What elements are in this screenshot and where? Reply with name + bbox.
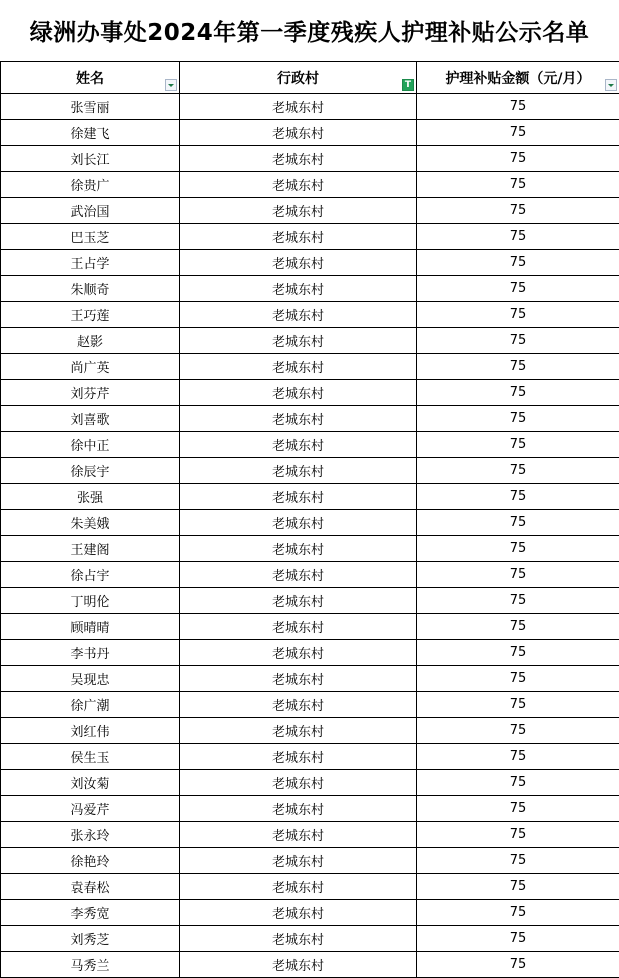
table-row bbox=[1, 640, 619, 666]
cell-village[interactable]: 老城东村 bbox=[180, 250, 417, 276]
cell-name[interactable]: 徐中正 bbox=[1, 432, 180, 458]
cell-village[interactable]: 老城东村 bbox=[180, 94, 417, 120]
cell-village[interactable]: 老城东村 bbox=[180, 328, 417, 354]
cell-amount[interactable]: 75 bbox=[417, 926, 619, 952]
cell-name[interactable]: 徐广潮 bbox=[1, 692, 180, 718]
table-row bbox=[1, 458, 619, 484]
table-row bbox=[1, 796, 619, 822]
cell-village[interactable]: 老城东村 bbox=[180, 796, 417, 822]
cell-name[interactable]: 冯爱芹 bbox=[1, 796, 180, 822]
cell-amount[interactable]: 75 bbox=[417, 172, 619, 198]
cell-name[interactable]: 侯生玉 bbox=[1, 744, 180, 770]
cell-name[interactable]: 刘汝菊 bbox=[1, 770, 180, 796]
cell-amount[interactable]: 75 bbox=[417, 432, 619, 458]
chevron-down-icon[interactable] bbox=[605, 79, 617, 91]
cell-name[interactable]: 刘长江 bbox=[1, 146, 180, 172]
cell-amount[interactable]: 75 bbox=[417, 848, 619, 874]
column-header-name-label: 姓名 bbox=[76, 70, 104, 87]
column-header-amount[interactable] bbox=[417, 62, 619, 94]
table-row bbox=[1, 822, 619, 848]
subsidy-table bbox=[0, 61, 619, 978]
cell-name[interactable]: 巴玉芝 bbox=[1, 224, 180, 250]
cell-amount[interactable]: 75 bbox=[417, 536, 619, 562]
cell-amount[interactable]: 75 bbox=[417, 146, 619, 172]
table-row bbox=[1, 926, 619, 952]
cell-village[interactable]: 老城东村 bbox=[180, 484, 417, 510]
cell-amount[interactable]: 75 bbox=[417, 796, 619, 822]
cell-name[interactable]: 刘红伟 bbox=[1, 718, 180, 744]
cell-name[interactable]: 王建阁 bbox=[1, 536, 180, 562]
cell-name[interactable]: 赵影 bbox=[1, 328, 180, 354]
table-row bbox=[1, 146, 619, 172]
table-row bbox=[1, 302, 619, 328]
cell-name[interactable]: 王占学 bbox=[1, 250, 180, 276]
table-row bbox=[1, 874, 619, 900]
cell-amount[interactable]: 75 bbox=[417, 770, 619, 796]
table-row bbox=[1, 198, 619, 224]
cell-amount[interactable]: 75 bbox=[417, 406, 619, 432]
table-row bbox=[1, 848, 619, 874]
cell-village[interactable]: 老城东村 bbox=[180, 198, 417, 224]
cell-village[interactable]: 老城东村 bbox=[180, 536, 417, 562]
cell-village[interactable]: 老城东村 bbox=[180, 406, 417, 432]
table-row bbox=[1, 588, 619, 614]
cell-village[interactable]: 老城东村 bbox=[180, 432, 417, 458]
column-header-village-label: 行政村 bbox=[277, 70, 319, 87]
table-row bbox=[1, 900, 619, 926]
table-row bbox=[1, 172, 619, 198]
cell-village[interactable]: 老城东村 bbox=[180, 562, 417, 588]
table-row bbox=[1, 666, 619, 692]
cell-village[interactable]: 老城东村 bbox=[180, 640, 417, 666]
cell-name[interactable]: 尚广英 bbox=[1, 354, 180, 380]
cell-amount[interactable]: 75 bbox=[417, 614, 619, 640]
cell-village[interactable]: 老城东村 bbox=[180, 614, 417, 640]
table-row bbox=[1, 94, 619, 120]
cell-village[interactable]: 老城东村 bbox=[180, 692, 417, 718]
cell-amount[interactable]: 75 bbox=[417, 458, 619, 484]
cell-name[interactable]: 刘芬芹 bbox=[1, 380, 180, 406]
cell-village[interactable]: 老城东村 bbox=[180, 354, 417, 380]
cell-amount[interactable]: 75 bbox=[417, 276, 619, 302]
cell-amount[interactable]: 75 bbox=[417, 640, 619, 666]
cell-village[interactable]: 老城东村 bbox=[180, 952, 417, 978]
cell-amount[interactable]: 75 bbox=[417, 900, 619, 926]
cell-amount[interactable]: 75 bbox=[417, 588, 619, 614]
cell-amount[interactable]: 75 bbox=[417, 94, 619, 120]
cell-amount[interactable]: 75 bbox=[417, 822, 619, 848]
cell-name[interactable]: 徐辰宇 bbox=[1, 458, 180, 484]
table-row bbox=[1, 250, 619, 276]
cell-name[interactable]: 徐贵广 bbox=[1, 172, 180, 198]
cell-name[interactable]: 徐艳玲 bbox=[1, 848, 180, 874]
table-row bbox=[1, 744, 619, 770]
cell-amount[interactable]: 75 bbox=[417, 354, 619, 380]
table-row bbox=[1, 380, 619, 406]
cell-name[interactable]: 刘喜歌 bbox=[1, 406, 180, 432]
header-row bbox=[1, 62, 619, 94]
cell-village[interactable]: 老城东村 bbox=[180, 276, 417, 302]
cell-amount[interactable]: 75 bbox=[417, 562, 619, 588]
cell-village[interactable]: 老城东村 bbox=[180, 900, 417, 926]
cell-village[interactable]: 老城东村 bbox=[180, 848, 417, 874]
cell-village[interactable]: 老城东村 bbox=[180, 172, 417, 198]
cell-village[interactable]: 老城东村 bbox=[180, 380, 417, 406]
cell-village[interactable]: 老城东村 bbox=[180, 744, 417, 770]
table-row bbox=[1, 406, 619, 432]
cell-amount[interactable]: 75 bbox=[417, 250, 619, 276]
cell-village[interactable]: 老城东村 bbox=[180, 770, 417, 796]
table-row bbox=[1, 562, 619, 588]
column-header-amount-label: 护理补贴金额（元/月） bbox=[445, 70, 591, 87]
cell-name[interactable]: 徐占宇 bbox=[1, 562, 180, 588]
cell-amount[interactable]: 75 bbox=[417, 302, 619, 328]
table-row bbox=[1, 952, 619, 978]
cell-amount[interactable]: 75 bbox=[417, 718, 619, 744]
table-row bbox=[1, 536, 619, 562]
cell-name[interactable]: 袁春松 bbox=[1, 874, 180, 900]
cell-village[interactable]: 老城东村 bbox=[180, 224, 417, 250]
cell-amount[interactable]: 75 bbox=[417, 510, 619, 536]
cell-amount[interactable]: 75 bbox=[417, 874, 619, 900]
cell-village[interactable]: 老城东村 bbox=[180, 666, 417, 692]
cell-amount[interactable]: 75 bbox=[417, 198, 619, 224]
cell-name[interactable]: 张强 bbox=[1, 484, 180, 510]
cell-village[interactable]: 老城东村 bbox=[180, 926, 417, 952]
cell-village[interactable]: 老城东村 bbox=[180, 510, 417, 536]
cell-village[interactable]: 老城东村 bbox=[180, 302, 417, 328]
cell-amount[interactable]: 75 bbox=[417, 224, 619, 250]
cell-village[interactable]: 老城东村 bbox=[180, 718, 417, 744]
cell-name[interactable]: 李书丹 bbox=[1, 640, 180, 666]
table-row bbox=[1, 718, 619, 744]
table-row bbox=[1, 354, 619, 380]
cell-amount[interactable]: 75 bbox=[417, 666, 619, 692]
cell-amount[interactable]: 75 bbox=[417, 692, 619, 718]
cell-name[interactable]: 武治国 bbox=[1, 198, 180, 224]
cell-amount[interactable]: 75 bbox=[417, 744, 619, 770]
cell-village[interactable]: 老城东村 bbox=[180, 120, 417, 146]
cell-village[interactable]: 老城东村 bbox=[180, 874, 417, 900]
cell-amount[interactable]: 75 bbox=[417, 952, 619, 978]
cell-name[interactable]: 顾晴晴 bbox=[1, 614, 180, 640]
table-row bbox=[1, 692, 619, 718]
cell-village[interactable]: 老城东村 bbox=[180, 822, 417, 848]
cell-name[interactable]: 丁明伦 bbox=[1, 588, 180, 614]
cell-village[interactable]: 老城东村 bbox=[180, 588, 417, 614]
cell-name[interactable]: 王巧莲 bbox=[1, 302, 180, 328]
cell-name[interactable]: 朱美娥 bbox=[1, 510, 180, 536]
table-row bbox=[1, 614, 619, 640]
table-row bbox=[1, 432, 619, 458]
cell-amount[interactable]: 75 bbox=[417, 484, 619, 510]
column-header-village[interactable] bbox=[180, 62, 417, 94]
column-header-name[interactable] bbox=[1, 62, 180, 94]
cell-amount[interactable]: 75 bbox=[417, 328, 619, 354]
cell-name[interactable]: 马秀兰 bbox=[1, 952, 180, 978]
table-row bbox=[1, 770, 619, 796]
cell-village[interactable]: 老城东村 bbox=[180, 458, 417, 484]
cell-name[interactable]: 刘秀芝 bbox=[1, 926, 180, 952]
table-row bbox=[1, 276, 619, 302]
cell-name[interactable]: 徐建飞 bbox=[1, 120, 180, 146]
table-row bbox=[1, 484, 619, 510]
filter-active-icon[interactable]: T bbox=[402, 79, 414, 91]
cell-village[interactable]: 老城东村 bbox=[180, 146, 417, 172]
page-title: 绿洲办事处2024年第一季度残疾人护理补贴公示名单 bbox=[29, 20, 590, 46]
table-row bbox=[1, 328, 619, 354]
table-row bbox=[1, 224, 619, 250]
cell-name[interactable]: 张雪丽 bbox=[1, 94, 180, 120]
table-row bbox=[1, 120, 619, 146]
cell-name[interactable]: 朱顺奇 bbox=[1, 276, 180, 302]
cell-amount[interactable]: 75 bbox=[417, 380, 619, 406]
table-row bbox=[1, 510, 619, 536]
table-body bbox=[1, 94, 619, 978]
chevron-down-icon[interactable] bbox=[165, 79, 177, 91]
cell-name[interactable]: 李秀宽 bbox=[1, 900, 180, 926]
cell-name[interactable]: 张永玲 bbox=[1, 822, 180, 848]
cell-amount[interactable]: 75 bbox=[417, 120, 619, 146]
cell-name[interactable]: 吴现忠 bbox=[1, 666, 180, 692]
